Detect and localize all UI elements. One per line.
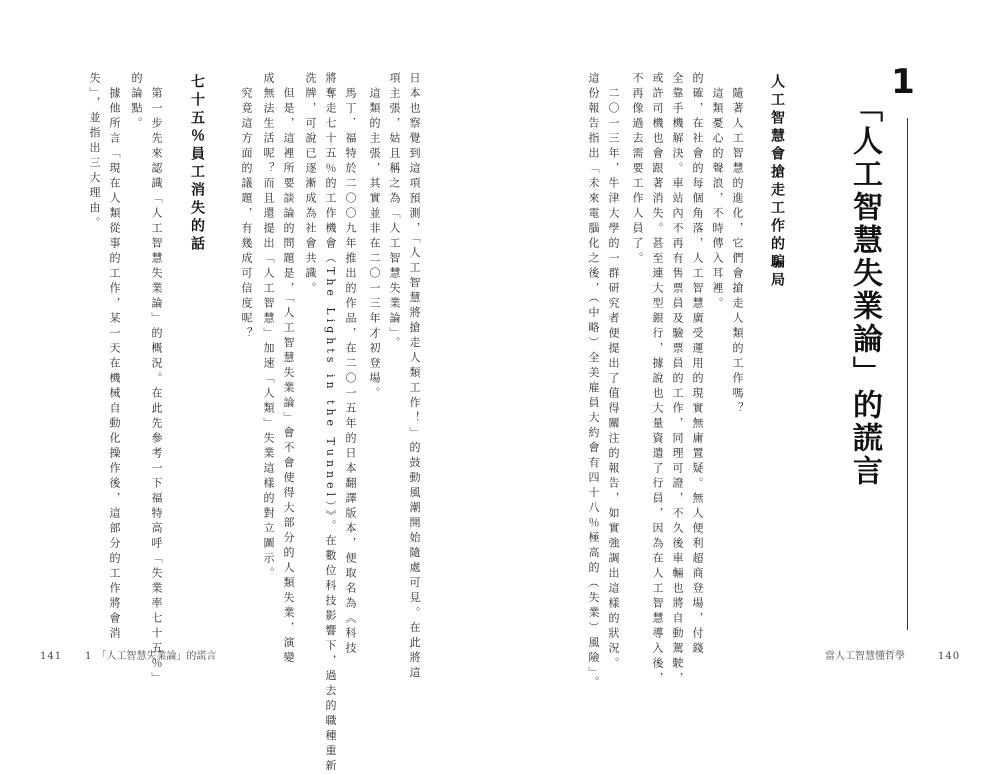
body-line: 項主張，姑且稱之為「人工智慧失業論」。: [388, 72, 401, 352]
right-book-title: 當人工智慧懂哲學: [825, 651, 905, 662]
body-line: 成無法生活呢？而且還提出「人工智慧」加速「人類」失業這樣的對立圖示。: [262, 72, 275, 582]
body-line: 隨著人工智慧的進化，它們會搶走人類的工作嗎？: [731, 72, 744, 417]
body-line: 的論點。: [130, 72, 143, 132]
body-line: 據他所言「現在人類從事的工作，某一天在機械自動化操作後，這部分的工作將會消: [108, 72, 121, 642]
body-line: 失」，並指出三大理由。: [88, 72, 101, 232]
body-line: 第一步先來認識「人工智慧失業論」的概況。在此先參考一下福特高呼「失業率七十五％」: [150, 72, 163, 687]
body-line: 馬丁．福特於二〇〇九年推出的作品，在二〇一五年的日本翻譯版本，便取名為《科技: [344, 72, 357, 657]
body-line: 或許司機也會跟著消失。甚至連大型銀行，據說也大量資遣了行員，因為在人工智慧導入後，: [651, 72, 664, 687]
body-line: 這類憂心的聲浪，不時傳入耳裡。: [711, 72, 724, 312]
body-line: 這類的主張，其實並非在二〇一三年才初登場。: [368, 72, 381, 402]
body-line: 的確，在社會的每個角落，人工智慧廣受運用的現實無庸置疑。無人便利超商登場，付錢: [691, 72, 704, 657]
body-line: 究竟這方面的議題，有幾成可信度呢？: [240, 72, 253, 342]
section-heading-1: 人工智慧會搶走工作的騙局: [769, 74, 785, 290]
chapter-number: 1: [891, 62, 915, 102]
body-line: 全靠手機解決。車站內不再有售票員及驗票員的工作，同理可證，不久後車輛也將自動駕駛，: [671, 72, 684, 687]
body-line: 不再像過去需要工作人員了。: [631, 72, 644, 267]
left-page-number: 141: [40, 651, 63, 662]
body-line: 二〇一三年，牛津大學的一群研究者便提出了值得關注的報告，如實強調出這樣的狀況。: [607, 72, 620, 672]
right-page-number: 140: [938, 651, 961, 662]
body-line: 日本也察覺到這項預測，「人工智慧將搶走人類工作！」的鼓動風潮開始隨處可見。在此將這: [408, 72, 421, 682]
body-line: 但是，這裡所要談論的問題是，「人工智慧失業論」會不會使得大部分的人類失業，演變: [282, 72, 295, 667]
body-line: 洗牌，可說已逐漸成為社會共識。: [304, 72, 317, 297]
section-heading-2: 七十五％員工消失的話: [189, 74, 205, 254]
body-line: 將奪走七十五％的工作機會（The Lights in the Tunnel）》。在數位科技影響下，過去的職種重新: [324, 72, 337, 774]
left-running-title: 1 「人工智慧失業論」的謊言: [85, 651, 217, 662]
body-line: 這份報告指出「未來電腦化之後，（中略）全美雇員大約會有四十八％極高的（失業）風險」。: [587, 72, 600, 691]
chapter-title-rule: [907, 118, 908, 630]
chapter-title: 「人工智慧失業論」的謊言: [847, 92, 882, 488]
